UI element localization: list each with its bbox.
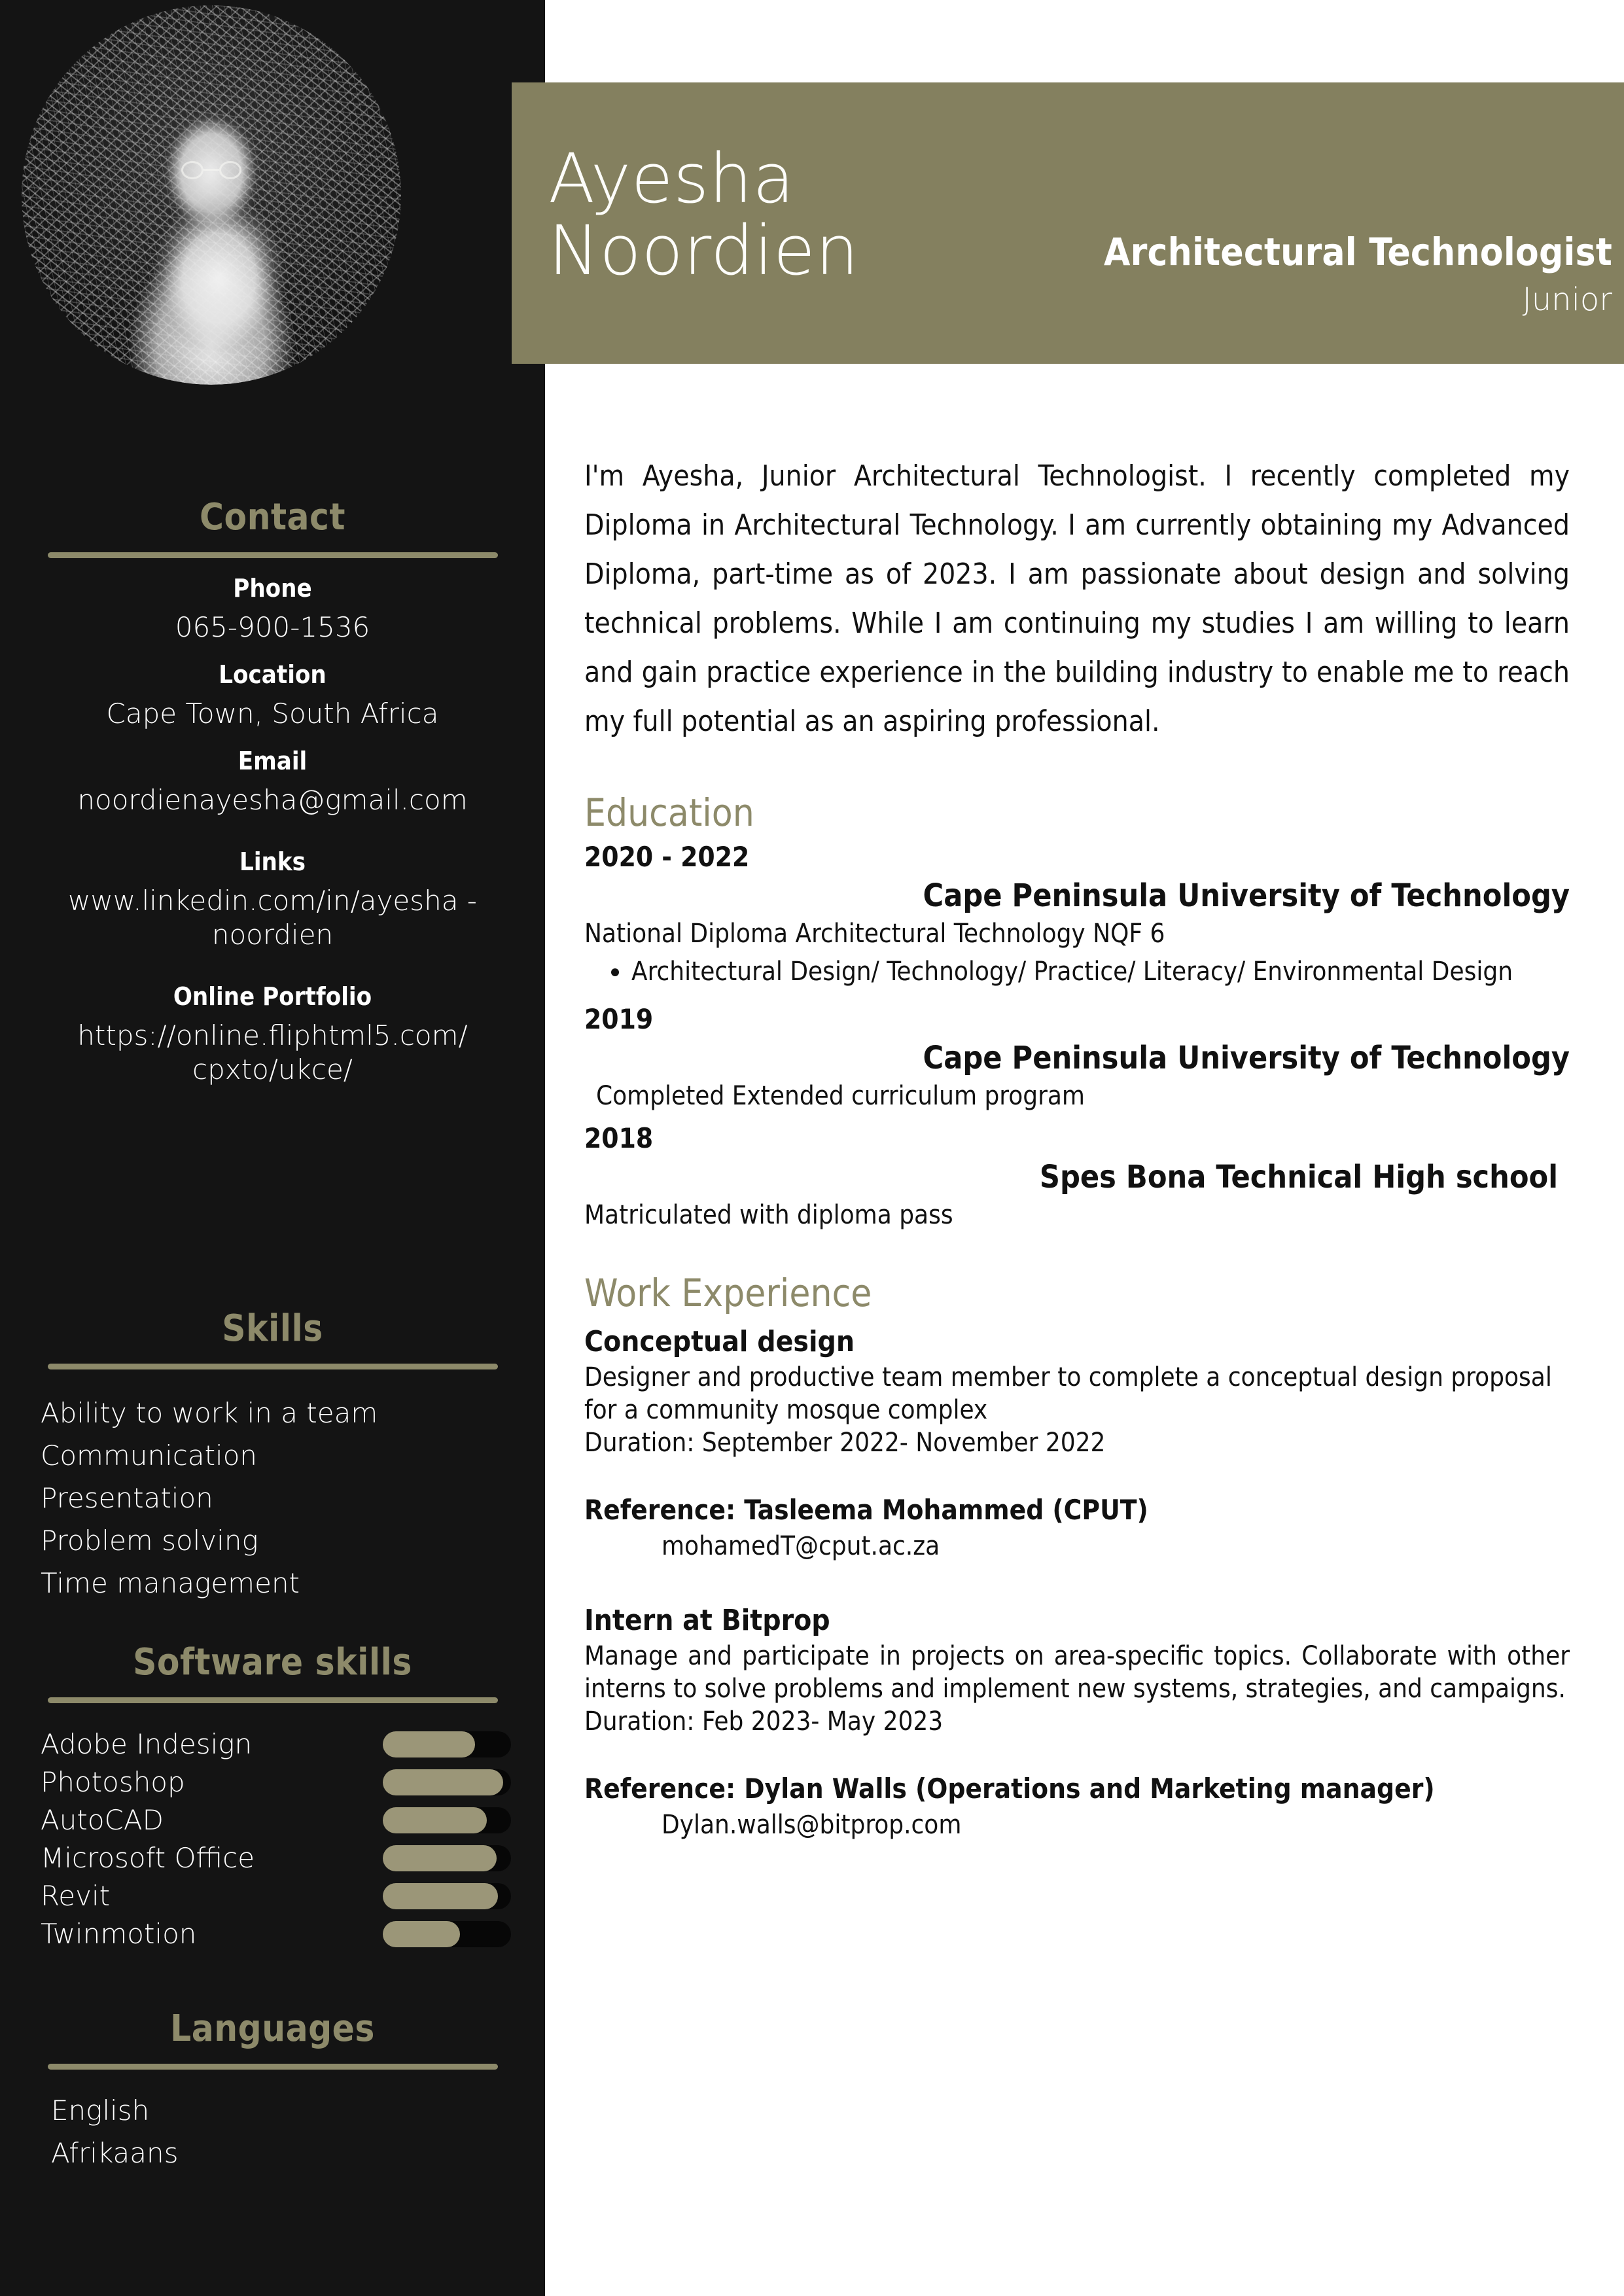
education-year: 2018 xyxy=(584,1122,654,1154)
list-item: Afrikaans xyxy=(51,2137,179,2169)
skills-divider xyxy=(48,1364,498,1369)
contact-divider xyxy=(48,552,498,558)
education-degree: Completed Extended curriculum program xyxy=(596,1081,1085,1111)
software-skills-title: Software skills xyxy=(133,1641,412,1684)
job-reference-email[interactable]: Dylan.walls@bitprop.com xyxy=(662,1810,962,1840)
list-item: Communication xyxy=(41,1439,258,1472)
education-entry xyxy=(584,1002,1570,1112)
software-skill-track xyxy=(383,1807,511,1833)
software-skill-track xyxy=(383,1883,511,1909)
software-skill-row xyxy=(41,1763,511,1801)
education-institution: Spes Bona Technical High school xyxy=(1039,1159,1558,1195)
work-entry xyxy=(584,1603,1570,1841)
section-languages xyxy=(0,2009,545,2174)
avatar xyxy=(22,5,401,385)
software-skill-label: AutoCAD xyxy=(41,1804,164,1836)
contact-title: Contact xyxy=(200,496,345,539)
last-name: Noordien xyxy=(548,211,859,291)
list-item: Time management xyxy=(41,1567,300,1599)
software-skill-rows xyxy=(0,1725,545,1953)
education-entry xyxy=(584,840,1570,991)
software-skill-label: Twinmotion xyxy=(41,1918,197,1950)
software-skill-fill xyxy=(383,1883,498,1909)
software-skill-label: Microsoft Office xyxy=(41,1842,255,1874)
portfolio-link[interactable]: https://online.fliphtml5.com/ cpxto/ukce/ xyxy=(77,1019,468,1086)
list-item: Presentation xyxy=(41,1482,213,1514)
education-year: 2019 xyxy=(584,1003,654,1035)
skills-list xyxy=(0,1392,545,1604)
job-title: Conceptual design xyxy=(584,1325,855,1358)
education-degree: Matriculated with diploma pass xyxy=(584,1200,953,1230)
location-label: Location xyxy=(219,660,327,689)
list-item: English xyxy=(51,2094,150,2127)
first-name: Ayesha xyxy=(548,139,795,219)
job-description: Manage and participate in projects on area-specific topics. Collaborate with other interns to solve problems and implement new systems, strategies, and campaigns. xyxy=(584,1641,1570,1704)
software-skill-track xyxy=(383,1731,511,1757)
professional-summary: I'm Ayesha, Junior Architectural Technologist. I recently completed my Diploma in Architectural Technology. I am currently obtaining my Advanced Diploma, part-time as of 2023. I am passionate about design and solving technical problems. While I am continuing my studies I am willing to learn and gain practice experience in the building industry to enable me to reach my full potential as an aspiring professional. xyxy=(584,459,1570,738)
role-level: Junior xyxy=(1522,281,1612,318)
education-degree: National Diploma Architectural Technology NQF 6 xyxy=(584,919,1165,949)
software-skill-label: Revit xyxy=(41,1880,111,1912)
section-software-skills xyxy=(0,1642,545,1953)
linkedin-link[interactable]: www.linkedin.com/in/ayesha -noordien xyxy=(68,885,477,951)
software-skill-label: Adobe Indesign xyxy=(41,1728,253,1760)
role-title: Architectural Technologist xyxy=(1104,230,1612,274)
languages-list xyxy=(0,2089,545,2174)
software-skill-row xyxy=(41,1839,511,1877)
education-institution: Cape Peninsula University of Technology xyxy=(923,1040,1570,1076)
software-skill-row xyxy=(41,1725,511,1763)
education-institution: Cape Peninsula University of Technology xyxy=(923,877,1570,914)
languages-divider xyxy=(48,2064,498,2070)
software-skill-row xyxy=(41,1877,511,1915)
work-entry xyxy=(584,1324,1570,1563)
education-entry xyxy=(584,1122,1570,1231)
skills-title: Skills xyxy=(222,1307,323,1350)
education-bullets xyxy=(584,953,1570,991)
candidate-role xyxy=(1104,230,1612,317)
email-label: Email xyxy=(238,747,308,775)
portfolio-label: Online Portfolio xyxy=(173,982,372,1011)
job-duration: Duration: September 2022- November 2022 xyxy=(584,1428,1106,1458)
software-skill-row xyxy=(41,1801,511,1839)
links-label: Links xyxy=(239,847,306,876)
location-value: Cape Town, South Africa xyxy=(106,698,439,730)
phone-value[interactable]: 065-900-1536 xyxy=(175,611,370,643)
list-item: Ability to work in a team xyxy=(41,1397,378,1429)
email-value[interactable]: noordienayesha@gmail.com xyxy=(77,784,468,816)
software-skill-fill xyxy=(383,1731,475,1757)
software-skill-fill xyxy=(383,1807,487,1833)
job-duration: Duration: Feb 2023- May 2023 xyxy=(584,1706,944,1737)
job-reference-name: Reference: Dylan Walls (Operations and Marketing manager) xyxy=(584,1773,1435,1805)
software-skill-fill xyxy=(383,1921,460,1947)
software-skill-track xyxy=(383,1921,511,1947)
list-item: • Architectural Design/ Technology/ Practice/ Literacy/ Environmental Design xyxy=(631,953,1570,991)
software-skill-label: Photoshop xyxy=(41,1766,185,1798)
education-heading: Education xyxy=(584,790,754,835)
education-year: 2020 - 2022 xyxy=(584,841,750,873)
software-skill-fill xyxy=(383,1845,497,1871)
job-reference-email[interactable]: mohamedT@cput.ac.za xyxy=(662,1531,940,1561)
section-contact xyxy=(0,497,545,1087)
section-skills xyxy=(0,1309,545,1604)
avatar-photo xyxy=(22,5,401,385)
languages-title: Languages xyxy=(170,2007,375,2050)
software-skill-track xyxy=(383,1845,511,1871)
software-skill-track xyxy=(383,1769,511,1795)
job-reference-name: Reference: Tasleema Mohammed (CPUT) xyxy=(584,1494,1148,1526)
job-description: Designer and productive team member to complete a conceptual design proposal for a community mosque complex xyxy=(584,1362,1552,1425)
software-skills-divider xyxy=(48,1697,498,1703)
phone-label: Phone xyxy=(233,574,312,603)
job-title: Intern at Bitprop xyxy=(584,1604,830,1637)
candidate-name xyxy=(548,139,859,291)
software-skill-fill xyxy=(383,1769,503,1795)
glasses-icon xyxy=(180,161,243,181)
contact-body xyxy=(0,573,545,1087)
work-experience-heading: Work Experience xyxy=(584,1271,872,1315)
main-content xyxy=(584,451,1570,1841)
software-skill-row xyxy=(41,1915,511,1953)
list-item: Problem solving xyxy=(41,1525,258,1557)
